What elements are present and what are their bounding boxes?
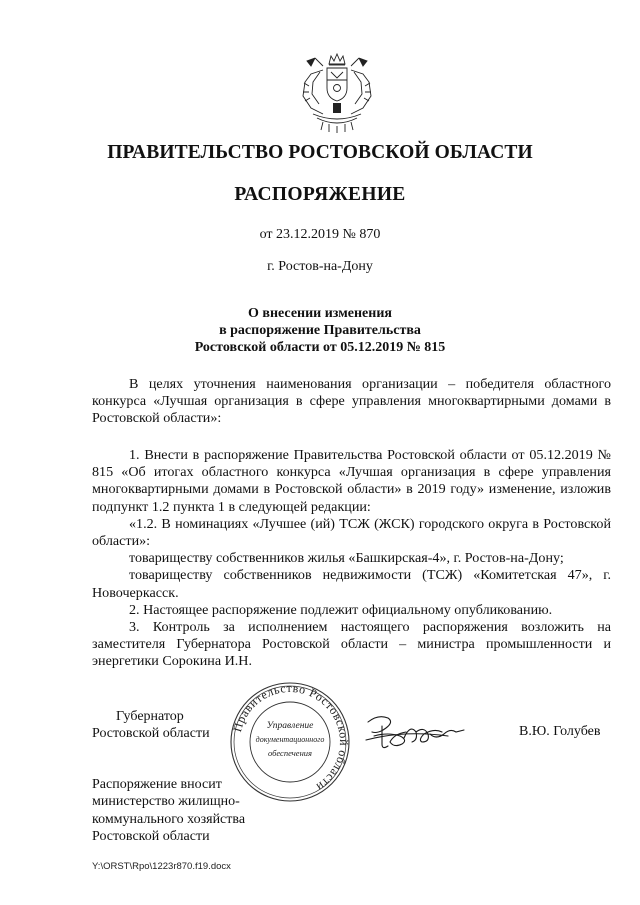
submitted-by-line: министерство жилищно-	[92, 794, 240, 810]
document-subject	[0, 305, 640, 356]
coat-of-arms-icon	[293, 52, 381, 134]
winner-1-paragraph: товариществу собственников жилья «Башкирская-4», г. Ростов-на-Дону;	[129, 550, 564, 567]
document-city: г. Ростов-на-Дону	[267, 259, 373, 274]
preamble-paragraph	[92, 376, 611, 428]
governor-name: В.Ю. Голубев	[519, 724, 601, 739]
stamp-inner-line: обеспечения	[267, 748, 313, 758]
document-type: РАСПОРЯЖЕНИЕ	[234, 184, 406, 205]
file-path-footer: Y:\ORST\Rpo\1223r870.f19.docx	[92, 861, 231, 872]
winner-2-paragraph: товариществу собственников недвижимости (ТСЖ) «Комитетская 47», г. Новочеркасск.	[92, 567, 611, 601]
stamp-inner-line: документационного	[255, 735, 325, 744]
stamp-ring-text: Правительство Ростовской области	[230, 680, 352, 795]
governor-post-line: Ростовской области	[92, 726, 210, 741]
item-1-paragraph: 1. Внести в распоряжение Правительства Ростовской области от 05.12.2019 № 815 «Об итогах областного конкурса «Лучшая организация в сфере управления многоквартирными домами в Ростовской области» в 2019 году» изменение, изложив подпункт 1.2 пункта 1 в следующей редакции:	[92, 447, 611, 515]
submitted-by-block	[92, 776, 245, 846]
governor-post-line: Губернатор	[116, 709, 184, 724]
submitted-by-line: коммунального хозяйства	[92, 811, 246, 827]
official-stamp-icon	[228, 680, 352, 804]
document-date-number: от 23.12.2019 № 870	[259, 227, 381, 242]
government-title: ПРАВИТЕЛЬСТВО РОСТОВСКОЙ ОБЛАСТИ	[107, 142, 533, 163]
submitted-by-line: Распоряжение вносит	[92, 777, 222, 792]
signature-icon	[364, 710, 474, 756]
governor-post	[92, 708, 210, 742]
subject-line: в распоряжение Правительства	[219, 323, 421, 338]
submitted-by-line: Ростовской области	[92, 829, 210, 845]
item-3-paragraph: 3. Контроль за исполнением настоящего распоряжения возложить на заместителя Губернатора Ростовской области – министра промышленности и энергетики Сорокина И.Н.	[92, 619, 611, 670]
subject-line: Ростовской области от 05.12.2019 № 815	[194, 340, 446, 355]
preamble-text: В целях уточнения наименования организации – победителя областного конкурса «Лучшая организация в сфере управления многоквартирными домами в Ростовской области»:	[92, 376, 611, 427]
stamp-inner-line: Управление	[266, 721, 314, 731]
subject-line: О внесении изменения	[248, 306, 392, 321]
document-body	[92, 447, 611, 671]
item-2-paragraph: 2. Настоящее распоряжение подлежит официальному опубликованию.	[129, 601, 553, 618]
quote-paragraph: «1.2. В номинациях «Лучшее (ий) ТСЖ (ЖСК) городского округа в Ростовской области»:	[92, 515, 611, 550]
